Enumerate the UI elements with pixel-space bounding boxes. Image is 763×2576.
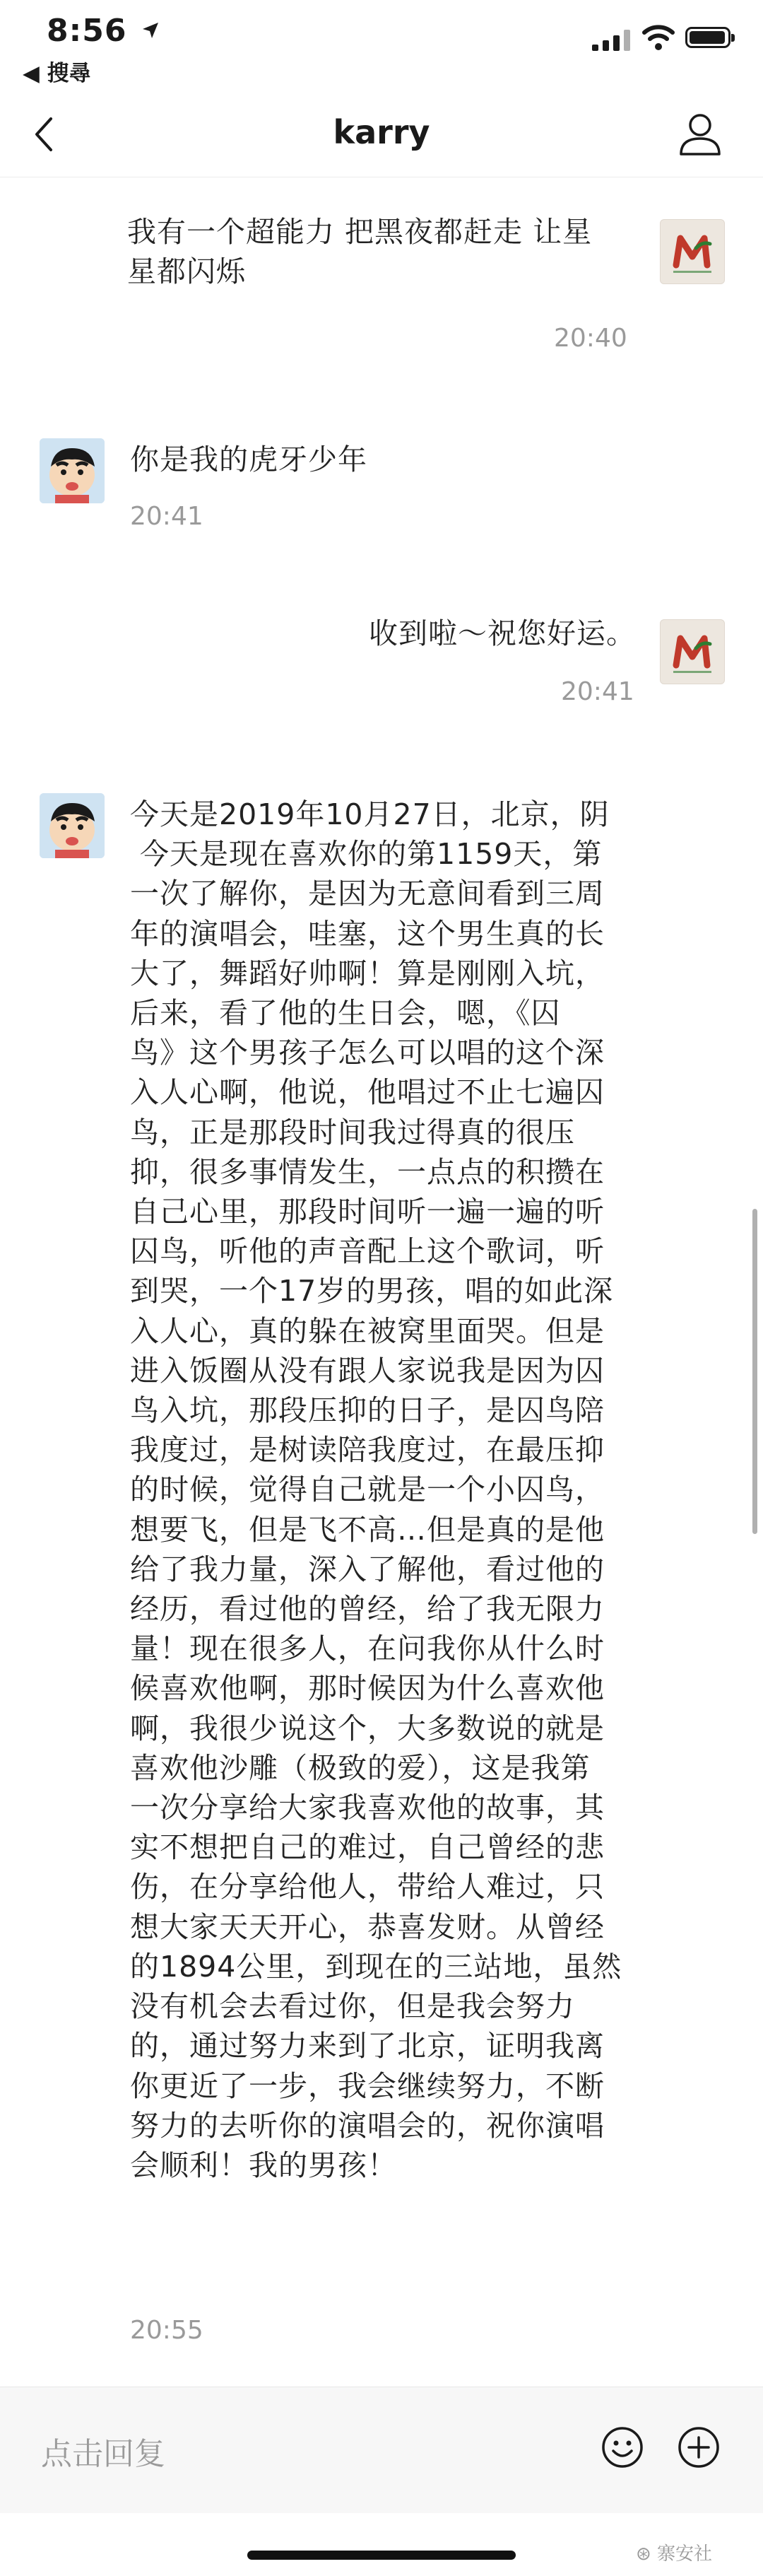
reply-bar	[0, 2387, 763, 2513]
brand-logo-icon	[661, 220, 724, 283]
avatar[interactable]	[40, 438, 105, 503]
add-attachment-icon[interactable]	[677, 2425, 721, 2469]
home-indicator[interactable]	[247, 2551, 516, 2560]
cartoon-avatar-icon	[40, 793, 105, 858]
watermark: ⊛ 寨安社	[636, 2543, 713, 2565]
emoji-icon[interactable]	[601, 2425, 644, 2469]
brand-logo-icon	[661, 620, 724, 684]
location-arrow-icon	[141, 21, 160, 40]
cartoon-avatar-icon	[40, 438, 105, 503]
back-to-app-link[interactable]: ◀ 搜尋	[23, 61, 91, 86]
status-bar	[0, 0, 763, 92]
wifi-icon	[641, 21, 675, 52]
message-timestamp: 20:41	[561, 677, 634, 706]
status-time: 8:56	[47, 13, 127, 49]
message-timestamp: 20:41	[130, 502, 203, 531]
chat-header	[0, 92, 763, 177]
profile-icon[interactable]	[678, 110, 722, 157]
avatar[interactable]	[660, 619, 725, 684]
cellular-signal-icon	[592, 28, 632, 51]
message-timestamp: 20:40	[554, 324, 627, 353]
avatar[interactable]	[40, 793, 105, 858]
message-text: 我有一个超能力 把黑夜都赶走 让星 星都闪烁	[127, 215, 593, 288]
message-text: 你是我的虎牙少年	[130, 443, 367, 476]
avatar[interactable]	[660, 219, 725, 284]
message-text: 今天是2019年10月27日，北京，阴 今天是现在喜欢你的第1159天，第 一次了解你，是因为无意间看到三周 年的演唱会，哇塞，这个男生真的长 大了，舞蹈好帅啊！算是刚刚入坑， 后来，看了他的生日会，嗯，《囚 鸟》这个男孩子怎么可以唱的这个深 入人心啊，他说，他唱过不止七遍囚 鸟，正是那段时间我过得真的很压 抑，很多事情发生，一点点的积攒在 自己心里，那段时间听一遍一遍的听 囚鸟，听他的声音配上这个歌词，听 到哭，一个17岁的男孩，唱的如此深 入人心，真的躲在被窝里面哭。但是 进入饭圈从没有跟人家说我是因为囚 鸟入坑，那段压抑的日子，是囚鸟陪 我度过，是树读陪我度过，在最压抑 的时候，觉得自己就是一个小囚鸟， 想要飞，但是飞不高…但是真的是他 给了我力量，深入了解他，看过他的 经历，看过他的曾经，给了我无限力 量！现在很多人，在问我你从什么时 候喜欢他啊，那时候因为什么喜欢他 啊，我很少说这个，大多数说的就是 喜欢他沙雕（极致的爱），这是我第 一次分享给大家我喜欢他的故事，其 实不想把自己的难过，自己曾经的悲 伤，在分享给他人，带给人难过，只 想大家天天开心，恭喜发财。从曾经 的1894公里，到现在的三站地，虽然 没有机会去看过你，但是我会努力 的，通过努力来到了北京，证明我离 你更近了一步，我会继续努力，不断 努力的去听你的演唱会的，祝你演唱 会顺利！我的男孩！	[130, 797, 622, 2182]
message-timestamp: 20:55	[130, 2316, 203, 2345]
scrollbar[interactable]	[752, 1209, 757, 1534]
battery-icon	[685, 27, 731, 48]
message-text: 收到啦～祝您好运。	[369, 616, 636, 650]
chat-title: karry	[333, 113, 430, 151]
reply-input[interactable]: 点击回复	[41, 2436, 165, 2472]
